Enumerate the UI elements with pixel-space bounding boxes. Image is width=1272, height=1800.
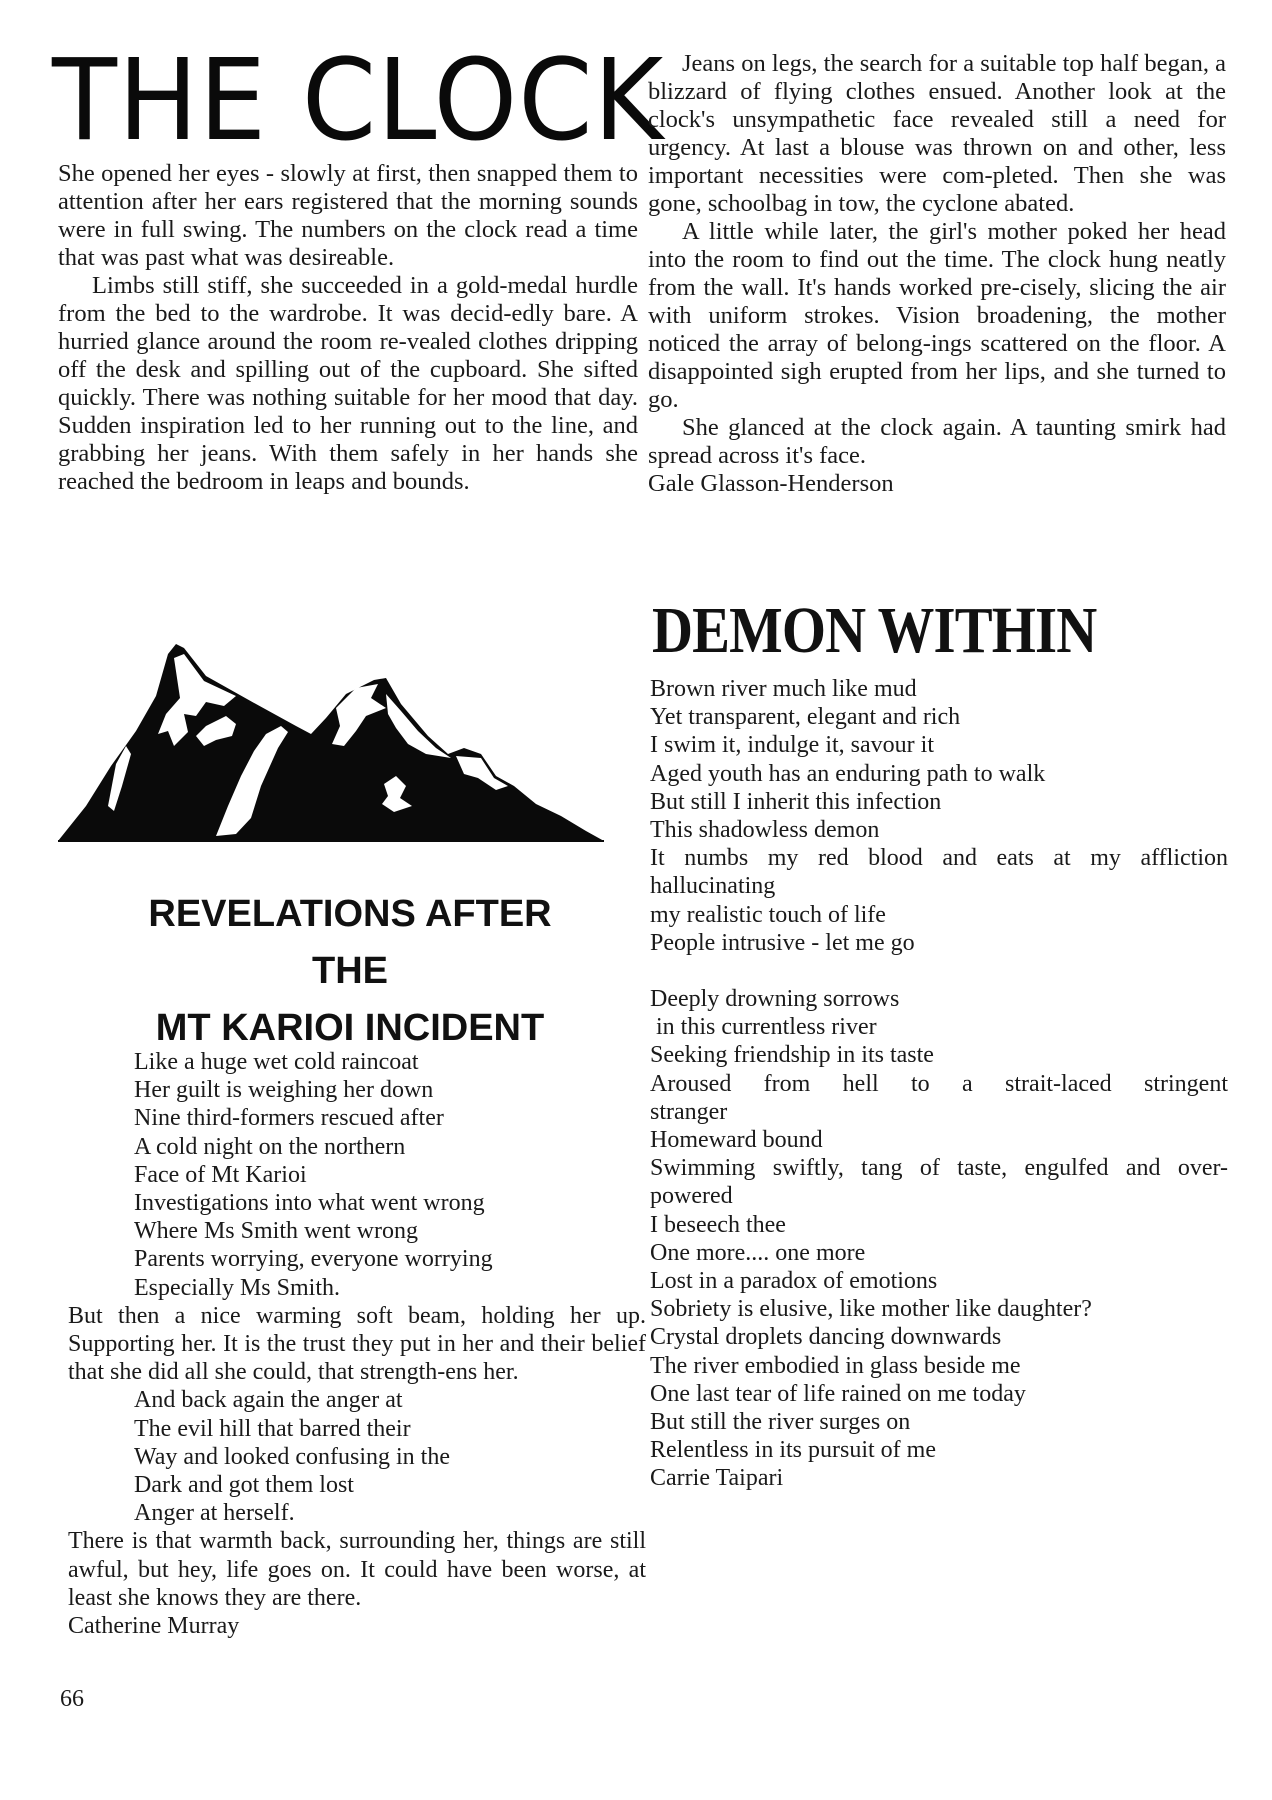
clock-paragraph: She glanced at the clock again. A taunting smirk had spread across it's face. <box>648 414 1226 469</box>
poem-line: stranger <box>650 1098 728 1125</box>
poem-line: It numbs my red blood and eats at my affliction <box>650 845 1228 872</box>
revelations-title-line: THE <box>312 950 388 992</box>
clock-title: THE CLOCK <box>52 36 665 166</box>
poem-line: powered <box>650 1183 733 1210</box>
poem-line: Lost in a paradox of emotions <box>650 1268 938 1295</box>
clock-paragraph: She opened her eyes - slowly at first, then snapped them to attention after her ears registered that the morning sounds were in full swing. The numbers on the clock read a time that was past what was desireable. <box>58 160 638 271</box>
clock-paragraph: A little while later, the girl's mother poked her head into the room to find out the time. The clock hung neatly from the wall. It's hands worked pre-cisely, slicing the air with uniform strokes. Vision broadening, the mother noticed the array of belong-ings scattered on the floor. A disappointed sigh erupted from her lips, and she turned to go. <box>648 218 1226 413</box>
poem-line: And back again the anger at <box>134 1387 403 1414</box>
stanza-gap <box>650 957 1228 985</box>
poem-line: One last tear of life rained on me today <box>650 1380 1026 1407</box>
demon-title: DEMON WITHIN <box>652 594 1097 667</box>
poem-line: I beseech thee <box>650 1211 786 1238</box>
poem-line: Dark and got them lost <box>134 1472 354 1499</box>
poem-line: I swim it, indulge it, savour it <box>650 732 934 759</box>
demon-author: Carrie Taipari <box>650 1465 784 1492</box>
clock-paragraph: Limbs still stiff, she succeeded in a gold-medal hurdle from the bed to the wardrobe. It was decid-edly bare. A hurried glance around the room re-vealed clothes dripping off the desk and spilling out of the cupboard. She sifted quickly. There was nothing suitable for her mood that day. Sudden inspiration led to her running out to the line, and grabbing her jeans. With them safely in her hands she reached the bedroom in leaps and bounds. <box>58 272 638 495</box>
poem-line: The river embodied in glass beside me <box>650 1352 1021 1379</box>
poem-line: Aroused from hell to a strait-laced stringent <box>650 1070 1228 1097</box>
poem-line: The evil hill that barred their <box>134 1415 411 1442</box>
poem-line: Investigations into what went wrong <box>134 1190 485 1217</box>
poem-line: Nine third-formers rescued after <box>134 1105 444 1132</box>
clock-column-right <box>648 50 1226 498</box>
poem-line: People intrusive - let me go <box>650 929 915 956</box>
poem-line: Deeply drowning sorrows <box>650 986 900 1013</box>
poem-line: This shadowless demon <box>650 817 880 844</box>
revelations-body <box>68 1048 646 1640</box>
poem-line: Anger at herself. <box>134 1500 295 1527</box>
revelations-title-line: MT KARIOI INCIDENT <box>155 1007 545 1049</box>
poem-line: But still I inherit this infection <box>650 788 942 815</box>
clock-column-left <box>58 160 638 496</box>
poem-line: Especially Ms Smith. <box>134 1274 340 1301</box>
mountain-icon <box>56 636 644 844</box>
poem-line: Aged youth has an enduring path to walk <box>650 760 1046 787</box>
revelations-prose: There is that warmth back, surrounding her, things are still awful, but hey, life goes on. It could have been worse, at least she knows they are there. <box>68 1528 646 1611</box>
clock-paragraph: Jeans on legs, the search for a suitable top half began, a blizzard of flying clothes ensued. Another look at the clock's unsympathetic face revealed still a need for urgency. At last a blouse was thrown on and other, less important necessities were com-pleted. Then she was gone, schoolbag in tow, the cyclone abated. <box>648 50 1226 217</box>
demon-stanza <box>650 675 1228 957</box>
poem-line: Seeking friendship in its taste <box>650 1042 934 1069</box>
poem-line: But still the river surges on <box>650 1409 911 1436</box>
demon-stanza <box>650 985 1228 1464</box>
mountain-silhouette <box>58 644 604 841</box>
revelations-stanza <box>68 1386 646 1527</box>
revelations-stanza <box>68 1048 646 1302</box>
revelations-title-line: REVELATIONS AFTER <box>148 893 552 935</box>
poem-line: Her guilt is weighing her down <box>134 1077 434 1104</box>
clock-author: Gale Glasson-Henderson <box>648 470 894 497</box>
poem-line: hallucinating <box>650 873 776 900</box>
poem-line: Yet transparent, elegant and rich <box>650 704 961 731</box>
poem-line: Crystal droplets dancing downwards <box>650 1324 1002 1351</box>
demon-body <box>650 675 1228 1493</box>
poem-line: Relentless in its pursuit of me <box>650 1437 936 1464</box>
poem-line: Where Ms Smith went wrong <box>134 1218 418 1245</box>
poem-line: in this currentless river <box>650 1014 877 1041</box>
poem-line: Brown river much like mud <box>650 676 917 702</box>
poem-line: Way and looked confusing in the <box>134 1443 450 1470</box>
poem-line: my realistic touch of life <box>650 901 886 928</box>
revelations-prose: But then a nice warming soft beam, holding her up. Supporting her. It is the trust they put in her and their belief that she did all she could, that strength-ens her. <box>68 1302 646 1386</box>
poem-line: A cold night on the northern <box>134 1133 406 1160</box>
poem-line: Homeward bound <box>650 1127 823 1154</box>
revelations-author: Catherine Murray <box>68 1613 240 1640</box>
page-number: 66 <box>60 1686 84 1712</box>
poem-line: Sobriety is elusive, like mother like daughter? <box>650 1296 1092 1323</box>
poem-line: Swimming swiftly, tang of taste, engulfed and over- <box>650 1155 1228 1182</box>
poem-line: Like a huge wet cold raincoat <box>134 1049 419 1075</box>
poem-line: Face of Mt Karioi <box>134 1161 307 1188</box>
revelations-title <box>100 886 600 1057</box>
poem-line: One more.... one more <box>650 1239 866 1266</box>
poem-line: Parents worrying, everyone worrying <box>134 1246 493 1273</box>
